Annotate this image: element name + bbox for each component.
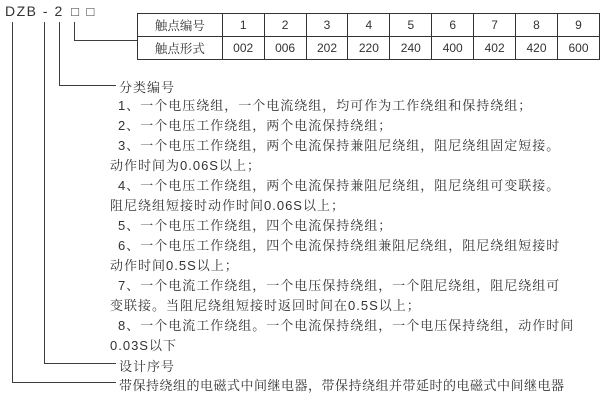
table-cell: 2 [264,14,306,37]
table-cell: 3 [306,14,348,37]
table-cell: 5 [390,14,432,37]
table-row-contact-number [138,14,600,37]
table-cell: 202 [306,37,348,60]
list-item-continuation: 0.03S以下 [110,338,177,353]
model-code [5,3,94,19]
list-item-continuation: 动作时间为0.06S以上； [110,158,261,173]
model-placeholder-box-1: □ [71,4,79,19]
table-cell: 7 [474,14,516,37]
table-cell: 420 [516,37,558,60]
model-placeholder-box-2: □ [86,4,95,19]
table-cell: 8 [516,14,558,37]
table-cell: 1 [222,14,264,37]
list-item-continuation: 动作时间0.5S以上； [110,258,239,273]
model-prefix: DZB - 2 [5,3,64,19]
list-item: 2、一个电压工作绕组，两个电流保持绕组； [118,118,393,133]
table-cell: 402 [474,37,516,60]
table-cell: 9 [557,14,599,37]
list-item-continuation: 变联接。当阻尼绕组短接时返回时间在0.5S以上； [110,298,421,313]
list-item: 4、一个电压工作绕组，两个电流保持兼阻尼绕组，阻尼绕组可变联接。 [118,178,561,193]
table-cell: 002 [222,37,264,60]
table-cell: 4 [348,14,390,37]
contact-form-table [137,13,600,60]
list-item: 7、一个电流工作绕组，一个电压保持绕组，一个阻尼绕组，阻尼绕组可 [118,278,561,293]
table-row-contact-form [138,37,600,60]
classification-label: 分类编号 [119,80,176,95]
table-cell: 240 [390,37,432,60]
leader-line-contact-table [74,22,138,41]
design-serial-label: 设计序号 [119,359,176,374]
list-item: 3、一个电压工作绕组，两个电流保持兼阻尼绕组，阻尼绕组固定短接。 [118,138,561,153]
relay-type-description: 带保持绕组的电磁式中间继电器，带保持绕组并带延时的电磁式中间继电器 [119,378,565,393]
list-item-continuation: 阻尼绕组短接时动作时间0.06S以上； [110,198,345,213]
row-header-contact-form: 触点形式 [138,37,223,60]
table-cell: 006 [264,37,306,60]
table-cell: 220 [348,37,390,60]
list-item: 1、一个电压绕组，一个电流绕组，均可作为工作绕组和保持绕组； [118,98,533,113]
list-item: 5、一个电压工作绕组，四个电流保持绕组； [118,218,393,233]
list-item: 6、一个电压工作绕组，四个电流保持绕组兼阻尼绕组，阻尼绕组短接时 [118,238,561,253]
table-cell: 600 [557,37,599,60]
table-cell: 400 [432,37,474,60]
table-cell: 6 [432,14,474,37]
row-header-contact-number: 触点编号 [138,14,223,37]
list-item: 8、一个电流工作绕组。一个电流保持绕组，一个电压保持绕组，动作时间 [118,318,575,333]
classification-list [110,96,595,356]
